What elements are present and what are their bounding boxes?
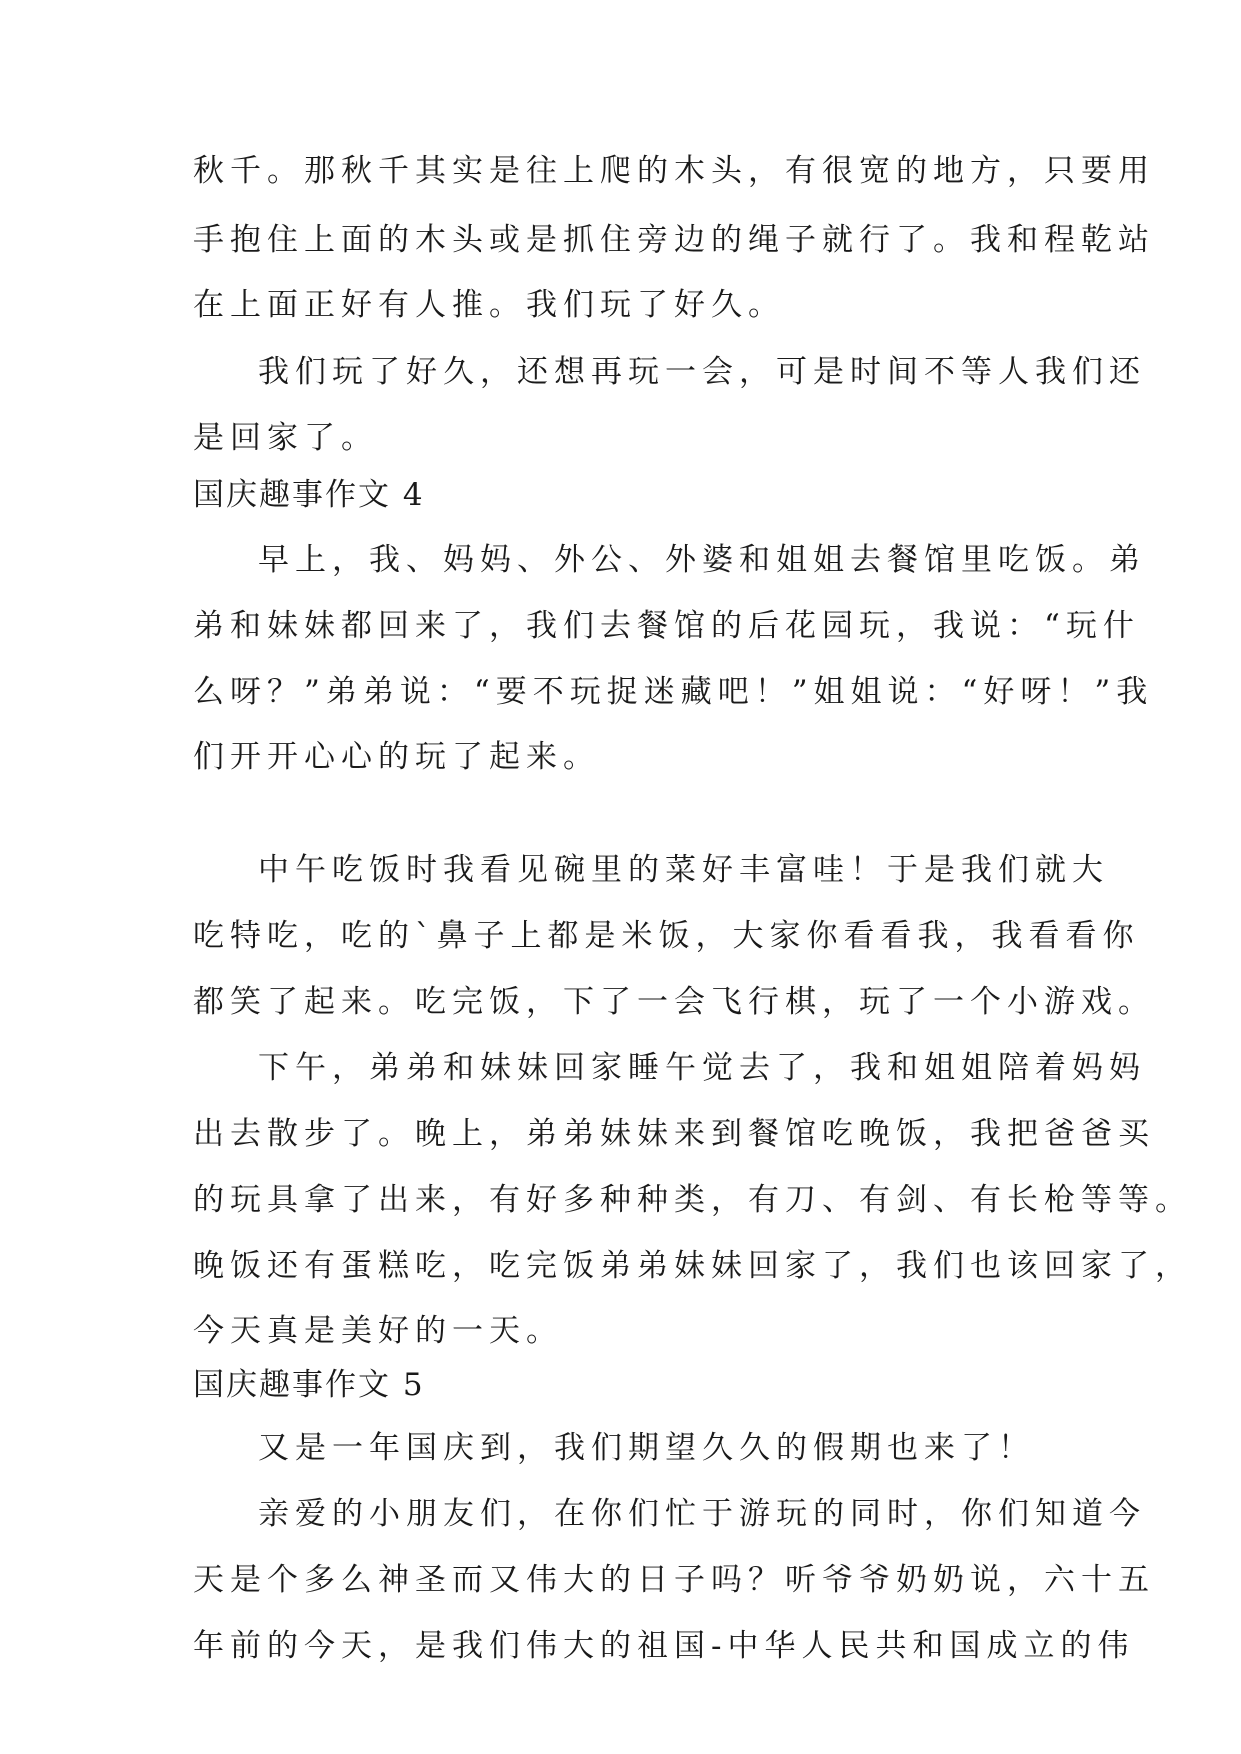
text-line: 吃特吃，吃的`鼻子上都是米饭，大家你看看我，我看看你 — [193, 918, 1140, 954]
paragraph-first-line: 早上，我、妈妈、外公、外婆和姐姐去餐馆里吃饭。弟 — [258, 542, 1146, 578]
text-line: 的玩具拿了出来，有好多种种类，有刀、有剑、有长枪等等。 — [193, 1182, 1192, 1218]
section-heading: 国庆趣事作文 4 — [193, 477, 425, 513]
paragraph-first-line: 下午，弟弟和妹妹回家睡午觉去了，我和姐姐陪着妈妈 — [258, 1050, 1146, 1086]
text-line: 在上面正好有人推。我们玩了好久。 — [193, 287, 785, 323]
text-line: 秋千。那秋千其实是往上爬的木头，有很宽的地方，只要用 — [193, 153, 1155, 189]
text-line: 天是个多么神圣而又伟大的日子吗？听爷爷奶奶说，六十五 — [193, 1562, 1155, 1598]
text-line: 弟和妹妹都回来了，我们去餐馆的后花园玩，我说：“玩什 — [193, 608, 1140, 644]
text-line: 年前的今天，是我们伟大的祖国-中华人民共和国成立的伟 — [193, 1628, 1135, 1664]
section-heading: 国庆趣事作文 5 — [193, 1367, 425, 1403]
text-line: 出去散步了。晚上，弟弟妹妹来到餐馆吃晚饭，我把爸爸买 — [193, 1116, 1155, 1152]
text-line: 今天真是美好的一天。 — [193, 1313, 563, 1349]
text-line: 晚饭还有蛋糕吃，吃完饭弟弟妹妹回家了，我们也该回家了， — [193, 1248, 1192, 1284]
text-line: 手抱住上面的木头或是抓住旁边的绳子就行了。我和程乾站 — [193, 222, 1155, 258]
text-line: 都笑了起来。吃完饭，下了一会飞行棋，玩了一个小游戏。 — [193, 984, 1155, 1020]
paragraph-first-line: 又是一年国庆到，我们期望久久的假期也来了！ — [258, 1430, 1035, 1466]
paragraph-first-line: 中午吃饭时我看见碗里的菜好丰富哇！于是我们就大 — [258, 852, 1109, 888]
paragraph-first-line: 我们玩了好久，还想再玩一会，可是时间不等人我们还 — [258, 354, 1146, 390]
paragraph-first-line: 亲爱的小朋友们，在你们忙于游玩的同时，你们知道今 — [258, 1496, 1146, 1532]
text-line: 们开开心心的玩了起来。 — [193, 739, 600, 775]
text-line: 么呀？”弟弟说：“要不玩捉迷藏吧！”姐姐说：“好呀！”我 — [193, 674, 1154, 710]
text-line: 是回家了。 — [193, 420, 378, 456]
